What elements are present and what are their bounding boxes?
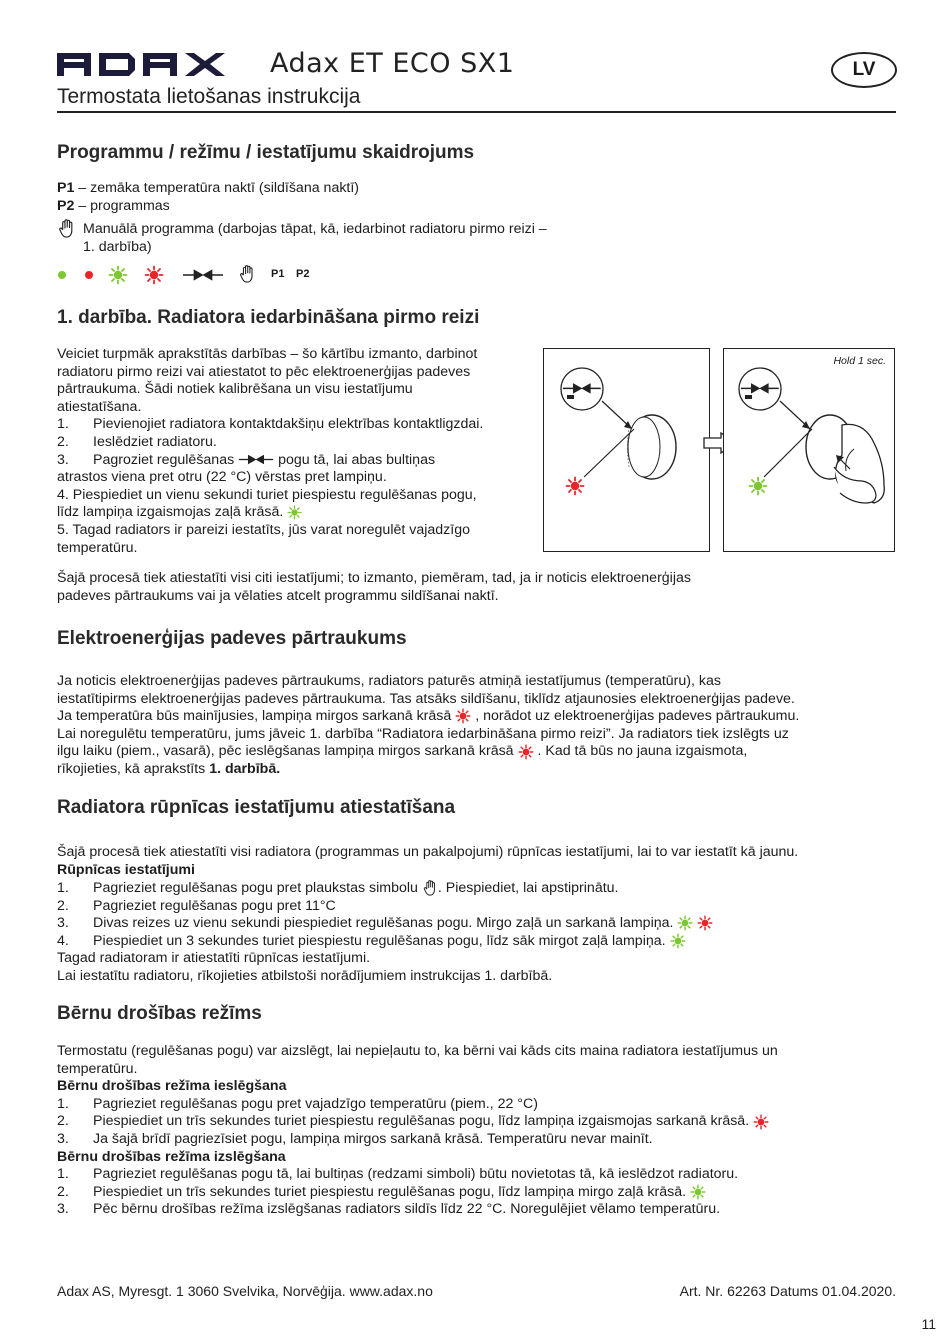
power-outage-text: Ja noticis elektroenerģijas padeves pārtraukums, radiators paturēs atmiņā iestatījumus (temperatūru), kas iestatītipirms elektroenerģijas padeves pārtraukuma. Tas atsāks sildīšanu, tiklīdz atjaunosies elektroenerģijas padeve. Ja temperatūra būs mainījusies, lampiņa mirgos sarkanā krāsā , norādot uz elektroenerģijas padeves pārtraukumu. Lai noregulētu temperatūru, jums jāveic 1. darbība “Radiatora iedarbināšana pirmo reizi”. Ja radiators tiek izslēgts uz ilgu laiku (piem., vasarā), pēc ieslēgšanas lampiņa mirgos sarkanā krāsā . Kad tā būs no jauna izgaismota, rīkojieties, kā aprakstīts 1. darbībā. [57, 673, 800, 777]
hand-icon [57, 218, 76, 239]
legend-p2: P2 [296, 268, 310, 280]
figure-hold-button [723, 348, 895, 552]
model-name: Adax ET ECO SX1 [270, 48, 515, 79]
programs-list [57, 180, 359, 215]
section-title-power-outage: Elektroenerģijas padeves pārtraukums [57, 628, 407, 649]
manual-program-text: Manuālā programma (darbojas tāpat, kā, iedarbinot radiatoru pirmo reizi – 1. darbība) [83, 221, 547, 255]
section-title-programs: Programmu / režīmu / iestatījumu skaidrojums [57, 142, 475, 163]
section-title-child-lock: Bērnu drošības režīms [57, 1003, 262, 1024]
green-blink-icon [690, 1184, 706, 1200]
red-blink-icon [518, 744, 534, 760]
document-subtitle: Termostata lietošanas instrukcija [57, 85, 361, 108]
adax-logo [57, 50, 253, 76]
green-blink-icon [677, 915, 693, 931]
arrows-icon [238, 454, 274, 465]
footer-article: Art. Nr. 62263 Datums 01.04.2020. [679, 1283, 896, 1299]
arrows-icon [182, 269, 224, 281]
p2-text: – programmas [74, 197, 170, 214]
section-title-factory-reset: Radiatora rūpnīcas iestatījumu atiestatīšana [57, 797, 456, 818]
green-blink-icon [287, 505, 302, 520]
legend-p1: P1 [271, 268, 285, 280]
green-blink-icon [670, 933, 686, 949]
p2-code: P2 [57, 197, 75, 214]
hand-icon [422, 879, 438, 897]
factory-reset-text: Šajā procesā tiek atiestatīti visi radiatora (programmas un pakalpojumi) rūpnīcas iestatījumi, lai to var iestatīt kā jaunu. Rūpnīcas iestatījumi 1. Pagrieziet regulēšanas pogu pret plaukstas simbolu . Piespiediet, lai apstiprinātu. 2. Pagrieziet regulēšanas pogu pret 11°C 3. Divas reizes uz vienu sekundi piespiediet regulēšanas pogu. Mirgo zaļā un sarkanā lampiņa. 4. Piespiediet un 3 sekundes turiet piespiestu regulēšanas pogu, līdz sāk mirgot zaļā lampiņa. Tagad radiatoram ir atiestatīti rūpnīcas iestatījumi. Lai iestatītu radiatoru, rīkojieties atbilstoši norādījumiem instrukcijas 1. darbībā. [57, 844, 799, 984]
red-blink-icon [697, 915, 713, 931]
p1-text: – zemāka temperatūra naktī (sildīšana naktī) [74, 180, 360, 196]
red-blink-icon [144, 265, 164, 285]
green-blink-icon [108, 265, 128, 285]
child-lock-text: Termostatu (regulēšanas pogu) var aizslēgt, lai nepieļautu to, ka bērni vai kāds cits maina radiatora iestatījumus un temperatūru. Bērnu drošības režīma ieslēgšana 1. Pagrieziet regulēšanas pogu pret vajadzīgo temperatūru (piem., 22 °C) 2. Piespiediet un trīs sekundes turiet piespiestu regulēšanas pogu, līdz lampiņa izgaismojas sarkanā krāsā. 3. Ja šajā brīdī pagriezīsiet pogu, lampiņa mirgos sarkanā krāsā. Temperatūru nevar mainīt. Bērnu drošības režīma izslēgšana 1. Pagrieziet regulēšanas pogu tā, lai bultiņas (redzami simboli) būtu novietotas tā, kā ieslēdzot radiatoru. 2. Piespiediet un trīs sekundes turiet piespiestu regulēšanas pogu, līdz lampiņa mirgo zaļā krāsā. 3. Pēc bērnu drošības režīma izslēgšanas radiators sildīs līdz 22 °C. Noregulējiet vēlamo temperatūru. [57, 1043, 778, 1218]
first-start-instructions: Veiciet turpmāk aprakstītās darbības – šo kārtību izmanto, darbinot radiatoru pirmo reizi vai atiestatot to pēc elektroenerģijas padeves pārtraukuma. Šādi notiek kalibrēšana un visu iestatījumu atiestatīšana. 1. Pievienojiet radiatora kontaktdakšiņu elektrības kontaktligzdai. 2. Ieslēdziet radiatoru. 3. Pagroziet regulēšanas pogu tā, lai abas bultiņas atrastos viena pret otru (22 °C) vērstas pret lampiņu. 4. Piespiediet un vienu sekundi turiet piespiestu regulēšanas pogu, līdz lampiņa izgaismojas zaļā krāsā. 5. Tagad radiators ir pareizi iestatīts, jūs varat noregulēt vajadzīgo temperatūru. [57, 346, 484, 556]
p1-code: P1 [57, 180, 75, 196]
section-title-first-start: 1. darbība. Radiatora iedarbināšana pirmo reizi [57, 307, 480, 328]
red-blink-icon [455, 708, 471, 724]
first-start-note: Šajā procesā tiek atiestatīti visi citi iestatījumi; to izmanto, piemēram, tad, ja ir noticis elektroenerģijas padeves pārtraukums vai ja vēlaties atcelt programmu sildīšanai naktī. [57, 570, 691, 604]
page-number: 11 [921, 1316, 936, 1332]
header-divider [57, 111, 896, 113]
footer-address: Adax AS, Myresgt. 1 3060 Svelvika, Norvēģija. www.adax.no [57, 1283, 433, 1299]
language-badge: LV [831, 52, 897, 88]
hold-label: Hold 1 sec. [833, 355, 886, 367]
green-dot-icon [57, 270, 67, 280]
red-blink-icon [753, 1114, 769, 1130]
red-dot-icon [84, 270, 94, 280]
figure-align-arrows [543, 348, 710, 552]
hand-icon [238, 264, 256, 284]
